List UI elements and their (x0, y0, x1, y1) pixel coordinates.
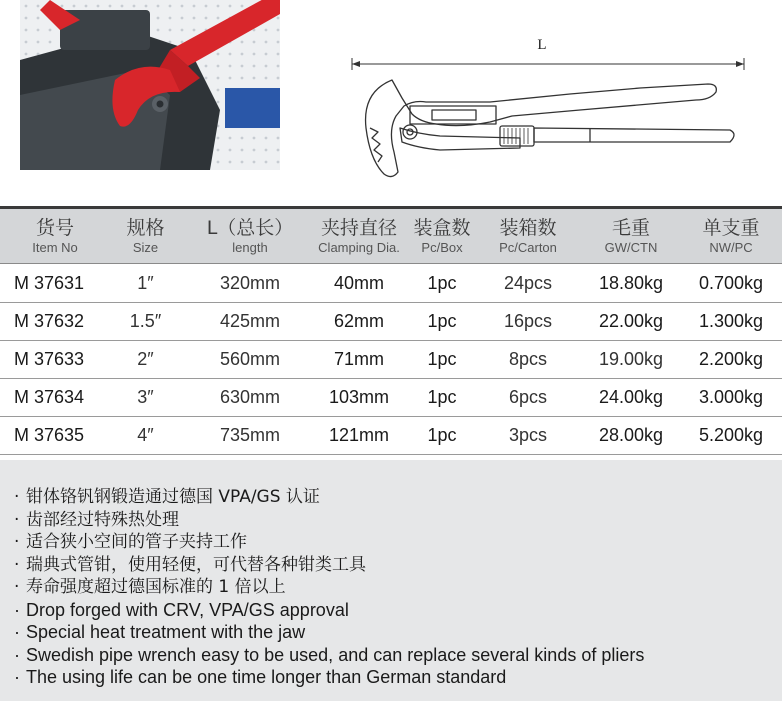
cell-size: 4″ (137, 425, 154, 445)
cell-gw-ctn: 22.00kg (598, 311, 664, 331)
cell-clamping-dia: 103mm (328, 387, 390, 407)
cell-pc-carton: 3pcs (508, 425, 548, 445)
feature-item: · 钳体铬钒钢锻造通过德国 VPA/GS 认证 (14, 487, 320, 507)
feature-item: · 瑞典式管钳，使用轻便，可代替各种钳类工具 (14, 554, 366, 575)
table-row (0, 417, 782, 455)
header-pc-carton: 装箱数 Pc/Carton (499, 216, 557, 255)
table-row (0, 303, 782, 341)
cell-size: 1.5″ (129, 311, 162, 331)
header-item-no: 货号 Item No (32, 216, 78, 255)
cell-clamping-dia: 71mm (333, 349, 384, 369)
cell-length: 560mm (219, 349, 281, 369)
cell-pc-carton: 24pcs (503, 273, 553, 293)
cell-item-no: M 37634 (14, 387, 85, 407)
header-gw-ctn: 毛重 GW/CTN (604, 216, 658, 255)
cell-nw-pc: 3.000kg (698, 387, 764, 407)
wrench-diagram (340, 18, 760, 198)
feature-item: · 寿命强度超过德国标准的 1 倍以上 (14, 577, 286, 597)
header-nw-pc: 单支重 NW/PC (702, 216, 760, 255)
feature-list (14, 486, 774, 689)
table-header (0, 209, 782, 264)
cell-length: 630mm (219, 387, 281, 407)
cell-length: 320mm (219, 273, 281, 293)
header-length: L（总长） length (206, 216, 294, 255)
cell-size: 1″ (137, 273, 154, 293)
feature-item: · 齿部经过特殊热处理 (14, 509, 179, 530)
dimension-label: L (537, 37, 547, 53)
cell-gw-ctn: 18.80kg (598, 273, 664, 293)
cell-size: 2″ (137, 349, 154, 369)
cell-pc-carton: 8pcs (508, 349, 548, 369)
cell-item-no: M 37635 (14, 425, 85, 445)
cell-nw-pc: 2.200kg (698, 349, 764, 369)
header-size: 规格 Size (126, 216, 165, 255)
cell-item-no: M 37633 (14, 349, 85, 369)
cell-pc-box: 1pc (427, 273, 457, 293)
feature-item: · Special heat treatment with the jaw (14, 622, 306, 642)
cell-nw-pc: 1.300kg (698, 311, 764, 331)
cell-pc-carton: 16pcs (503, 311, 553, 331)
product-photo (20, 0, 280, 170)
cell-clamping-dia: 121mm (328, 425, 390, 445)
cell-clamping-dia: 62mm (333, 311, 384, 331)
cell-item-no: M 37632 (14, 311, 85, 331)
cell-item-no: M 37631 (14, 273, 85, 293)
cell-length: 735mm (219, 425, 281, 445)
header-pc-box: 装盒数 Pc/Box (413, 216, 471, 255)
cell-pc-box: 1pc (427, 387, 457, 407)
feature-item: · The using life can be one time longer than German standard (14, 667, 507, 687)
feature-item: · Drop forged with CRV, VPA/GS approval (14, 599, 349, 620)
cell-size: 3″ (137, 387, 154, 407)
header-clamping-dia: 夹持直径 Clamping Dia. (318, 216, 400, 255)
table-row (0, 265, 782, 303)
cell-gw-ctn: 19.00kg (598, 349, 664, 369)
feature-item: · Swedish pipe wrench easy to be used, and can replace several kinds of pliers (14, 644, 645, 665)
cell-pc-box: 1pc (427, 349, 457, 369)
cell-nw-pc: 0.700kg (698, 273, 764, 293)
table-row (0, 379, 782, 417)
feature-item: · 适合狭小空间的管子夹持工作 (14, 532, 247, 552)
cell-pc-carton: 6pcs (508, 387, 548, 407)
cell-gw-ctn: 24.00kg (598, 387, 664, 407)
cell-clamping-dia: 40mm (333, 273, 384, 293)
cell-nw-pc: 5.200kg (698, 425, 764, 445)
cell-gw-ctn: 28.00kg (598, 425, 664, 445)
cell-pc-box: 1pc (427, 311, 457, 331)
table-row (0, 341, 782, 379)
cell-length: 425mm (219, 311, 281, 331)
cell-pc-box: 1pc (427, 425, 457, 445)
